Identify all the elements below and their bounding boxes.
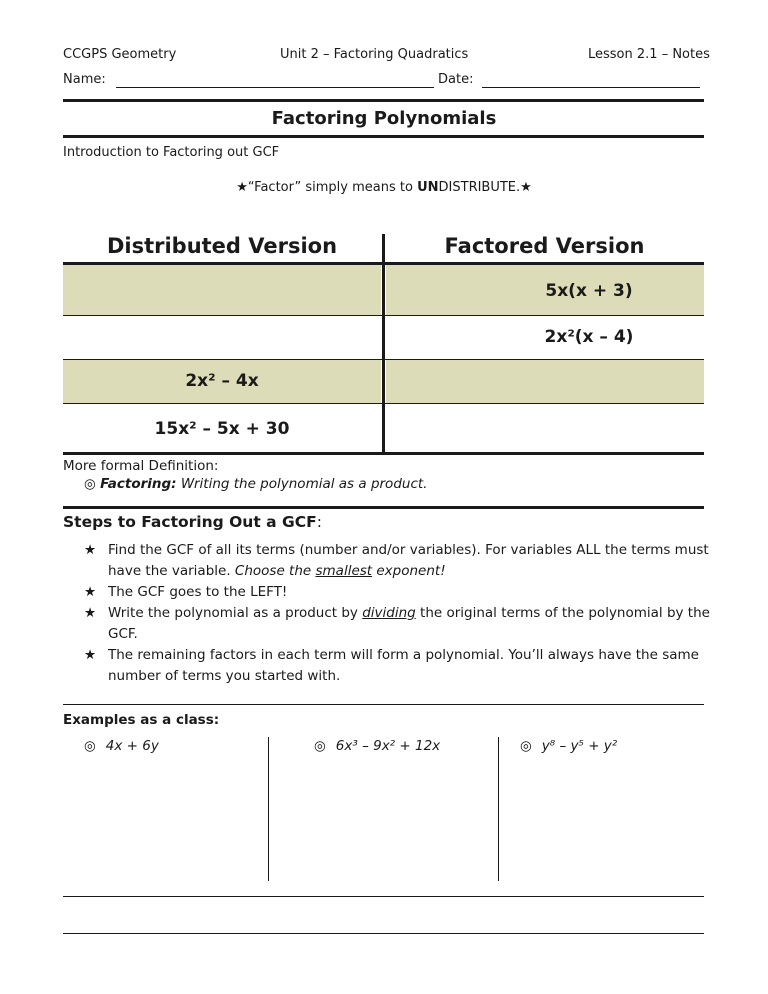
title-rule-top — [63, 99, 704, 102]
example-divider — [498, 737, 499, 881]
example-3: ◎ y⁸ – y⁵ + y² — [520, 738, 618, 754]
spiral-bullet-icon: ◎ — [84, 738, 96, 754]
list-item: ★ Write the polynomial as a product by dividing the original terms of the polynomial by the GCF. — [84, 605, 710, 642]
section-rule — [63, 506, 704, 509]
spiral-bullet-icon: ◎ — [84, 476, 96, 492]
example-1: ◎ 4x + 6y — [84, 738, 159, 754]
star-icon: ★ — [520, 180, 532, 195]
definition-item: ◎ Factoring: Writing the polynomial as a product. — [84, 476, 428, 492]
unit-label: Unit 2 – Factoring Quadratics — [280, 47, 469, 62]
col-factored-header: Factored Version — [444, 234, 645, 258]
table-cell: 5x(x + 3) — [545, 281, 633, 301]
example-2: ◎ 6x³ – 9x² + 12x — [314, 738, 441, 754]
table-cell: 2x² – 4x — [185, 371, 259, 391]
star-icon: ★ — [84, 605, 97, 621]
spiral-bullet-icon: ◎ — [314, 738, 326, 754]
col-distributed-header: Distributed Version — [106, 234, 338, 258]
star-icon: ★ — [84, 542, 97, 558]
table-cell: 2x²(x – 4) — [544, 327, 634, 347]
intro-text: Introduction to Factoring out GCF — [63, 145, 280, 160]
name-field[interactable] — [116, 87, 434, 88]
list-item: ★ Find the GCF of all its terms (number and/or variables). For variables ALL the terms must have the variable. Choose the smallest exponent! — [84, 542, 709, 579]
date-label: Date: — [438, 72, 474, 87]
row-3-right-shade — [386, 360, 704, 403]
title-rule-bottom — [63, 135, 704, 138]
course-label: CCGPS Geometry — [63, 47, 177, 62]
steps-list — [84, 540, 714, 687]
date-field[interactable] — [482, 87, 700, 88]
list-item: ★ The remaining factors in each term will form a polynomial. You’ll always have the same number of terms you started with. — [84, 647, 699, 684]
steps-heading: Steps to Factoring Out a GCF: — [63, 513, 322, 531]
answer-line — [63, 896, 704, 897]
table-cell: 15x² – 5x + 30 — [154, 419, 290, 439]
table-divider — [382, 234, 385, 454]
star-icon: ★ — [84, 647, 97, 663]
star-icon: ★ — [236, 180, 248, 195]
lesson-label: Lesson 2.1 – Notes — [588, 47, 710, 62]
page-title: Factoring Polynomials — [271, 108, 497, 129]
example-divider — [268, 737, 269, 881]
factor-note: ★“Factor” simply means to UNDISTRIBUTE.★ — [236, 180, 532, 195]
definition-heading: More formal Definition: — [63, 458, 219, 474]
row-1-left-shade — [63, 265, 381, 315]
spiral-bullet-icon: ◎ — [520, 738, 532, 754]
star-icon: ★ — [84, 584, 97, 600]
examples-heading: Examples as a class: — [63, 712, 220, 728]
name-label: Name: — [63, 72, 106, 87]
list-item: ★ The GCF goes to the LEFT! — [84, 582, 714, 603]
section-rule — [63, 704, 704, 705]
answer-line — [63, 933, 704, 934]
